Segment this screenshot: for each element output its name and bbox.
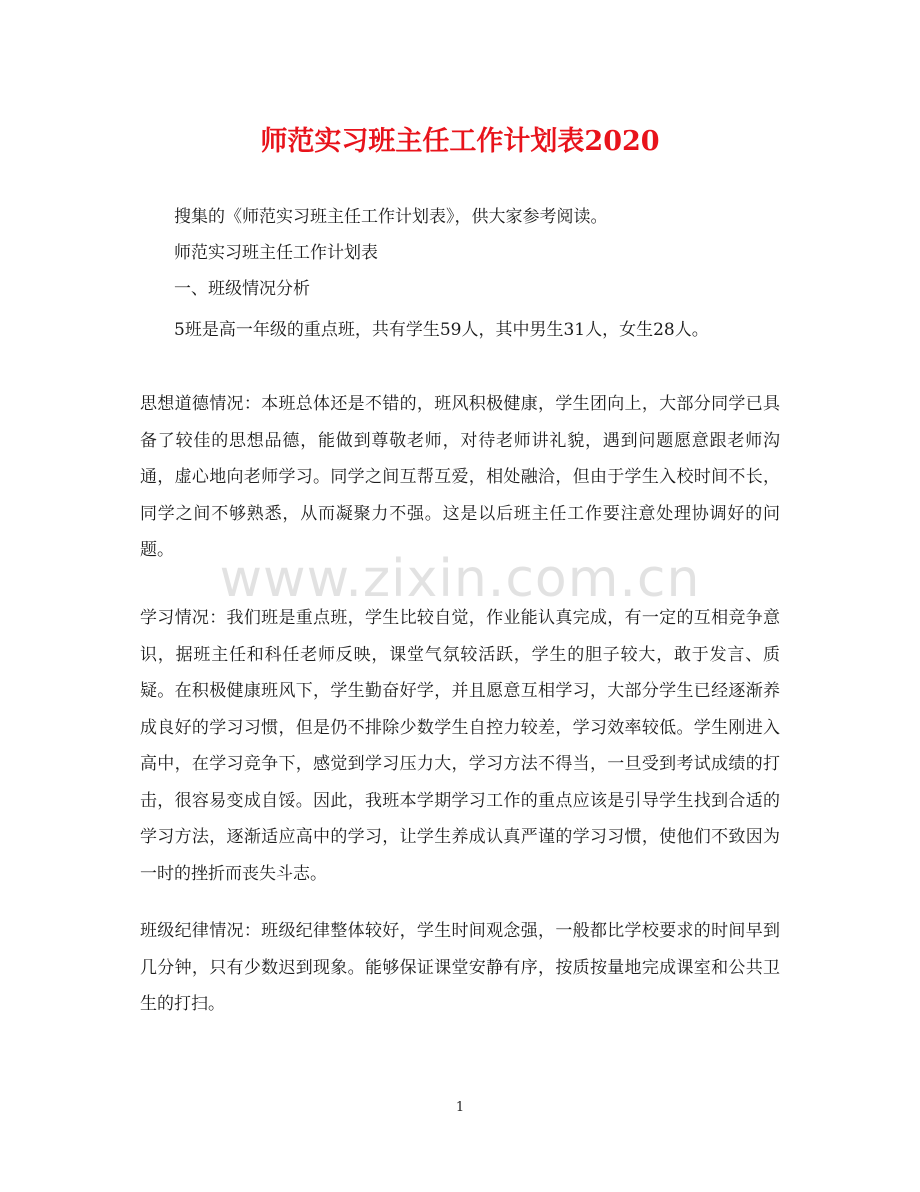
watermark: www.zixin.com.cn [219, 549, 701, 609]
document-title: 师范实习班主任工作计划表2020 [260, 126, 660, 157]
intro-line-source: 搜集的《师范实习班主任工作计划表》，供大家参考阅读。 [174, 207, 608, 227]
intro-line-subtitle: 师范实习班主任工作计划表 [174, 243, 378, 263]
class-summary: 5班是高一年级的重点班，共有学生59人，其中男生31人，女生28人。 [174, 320, 709, 340]
paragraph-moral: 思想道德情况：本班总体还是不错的，班风积极健康，学生团向上，大部分同学已具备了较佳的思想品德，能做到尊敬老师，对待老师讲礼貌，遇到问题愿意跟老师沟通，虚心地向老师学习。同学之间互帮互爱，相处融洽，但由于学生入校时间不长，同学之间不够熟悉，从而凝聚力不强。这是以后班主任工作要注意处理协调好的问题。 [140, 394, 780, 560]
page-number: 1 [455, 1100, 465, 1115]
paragraph-study: 学习情况：我们班是重点班，学生比较自觉，作业能认真完成，有一定的互相竞争意识，据班主任和科任老师反映，课堂气氛较活跃，学生的胆子较大，敢于发言、质疑。在积极健康班风下，学生勤奋好学，并且愿意互相学习，大部分学生已经逐渐养成良好的学习习惯，但是仍不排除少数学生自控力较差，学习效率较低。学生刚进入高中，在学习竞争下，感觉到学习压力大，学习方法不得当，一旦受到考试成绩的打击，很容易变成自馁。因此，我班本学期学习工作的重点应该是引导学生找到合适的学习方法，逐渐适应高中的学习，让学生养成认真严谨的学习习惯，使他们不致因为一时的挫折而丧失斗志。 [140, 608, 780, 884]
paragraph-discipline: 班级纪律情况：班级纪律整体较好，学生时间观念强，一般都比学校要求的时间早到几分钟，只有少数迟到现象。能够保证课堂安静有序，按质按量地完成课室和公共卫生的打扫。 [140, 921, 780, 1014]
section-heading: 一、班级情况分析 [174, 279, 310, 299]
